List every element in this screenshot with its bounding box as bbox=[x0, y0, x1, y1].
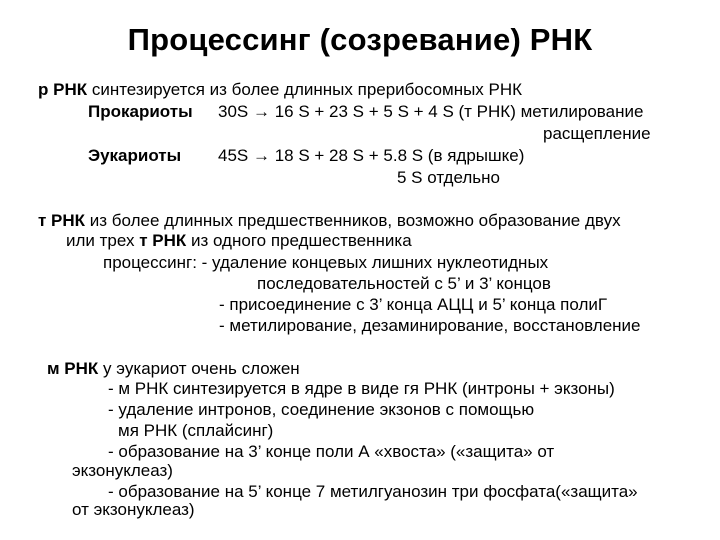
mrna-label: м РНК bbox=[47, 359, 99, 378]
trna-line-2 bbox=[66, 231, 412, 251]
mrna-heading bbox=[47, 359, 300, 379]
rrna-label: р РНК bbox=[38, 80, 88, 99]
prokaryotes-label: Прокариоты bbox=[88, 102, 193, 121]
rrna-heading-text: синтезируется из более длинных прерибосомных РНК bbox=[87, 80, 523, 99]
trna-heading-text: из более длинных предшественников, возможно образование двух bbox=[85, 211, 621, 230]
mrna-line-5: - образование на 3’ конце поли А «хвоста» («защита» от bbox=[108, 442, 555, 461]
rrna-heading bbox=[38, 80, 522, 100]
trna-label: т РНК bbox=[38, 211, 86, 230]
mrna-line-3: - удаление интронов, соединение экзонов с помощью bbox=[108, 400, 535, 419]
trna-line-5: - присоединение с 3’ конца АЦЦ и 5’ конца полиГ bbox=[219, 295, 608, 314]
trna-line-2-a: или трех bbox=[66, 231, 140, 250]
trna-heading bbox=[38, 211, 621, 231]
rrna-eukaryotes-text: 45S → 18 S + 28 S + 5.8 S (в ядрышке) bbox=[218, 146, 525, 165]
trna-line-2-bold: т РНК bbox=[139, 231, 187, 250]
trna-line-6: - метилирование, дезаминирование, восстановление bbox=[219, 316, 641, 335]
rrna-eukaryotes-line bbox=[88, 146, 181, 166]
mrna-line-7: - образование на 5’ конце 7 метилгуанозин три фосфата(«защита» bbox=[108, 482, 638, 501]
slide-title: Процессинг (созревание) РНК bbox=[127, 22, 593, 57]
eukaryotes-label: Эукариоты bbox=[88, 146, 182, 165]
rrna-prokaryotes-line bbox=[88, 102, 193, 122]
trna-line-3: процессинг: - удаление концевых лишних нуклеотидных bbox=[103, 253, 549, 272]
mrna-line-4: мя РНК (сплайсинг) bbox=[118, 421, 274, 440]
trna-line-4: последовательностей с 5’ и 3’ концов bbox=[257, 274, 551, 293]
mrna-heading-text: у эукариот очень сложен bbox=[98, 359, 300, 378]
mrna-line-8: от экзонуклеаз) bbox=[72, 500, 195, 519]
trna-line-2-b: из одного предшественника bbox=[186, 231, 412, 250]
rrna-prokaryotes-text: 30S → 16 S + 23 S + 5 S + 4 S (т РНК) метилирование bbox=[218, 102, 644, 121]
mrna-line-6: экзонуклеаз) bbox=[72, 461, 173, 480]
rrna-prokaryotes-cont: расщепление bbox=[543, 124, 651, 143]
rrna-eukaryotes-cont: 5 S отдельно bbox=[397, 168, 500, 187]
mrna-line-2: - м РНК синтезируется в ядре в виде гя РНК (интроны + экзоны) bbox=[108, 379, 615, 398]
